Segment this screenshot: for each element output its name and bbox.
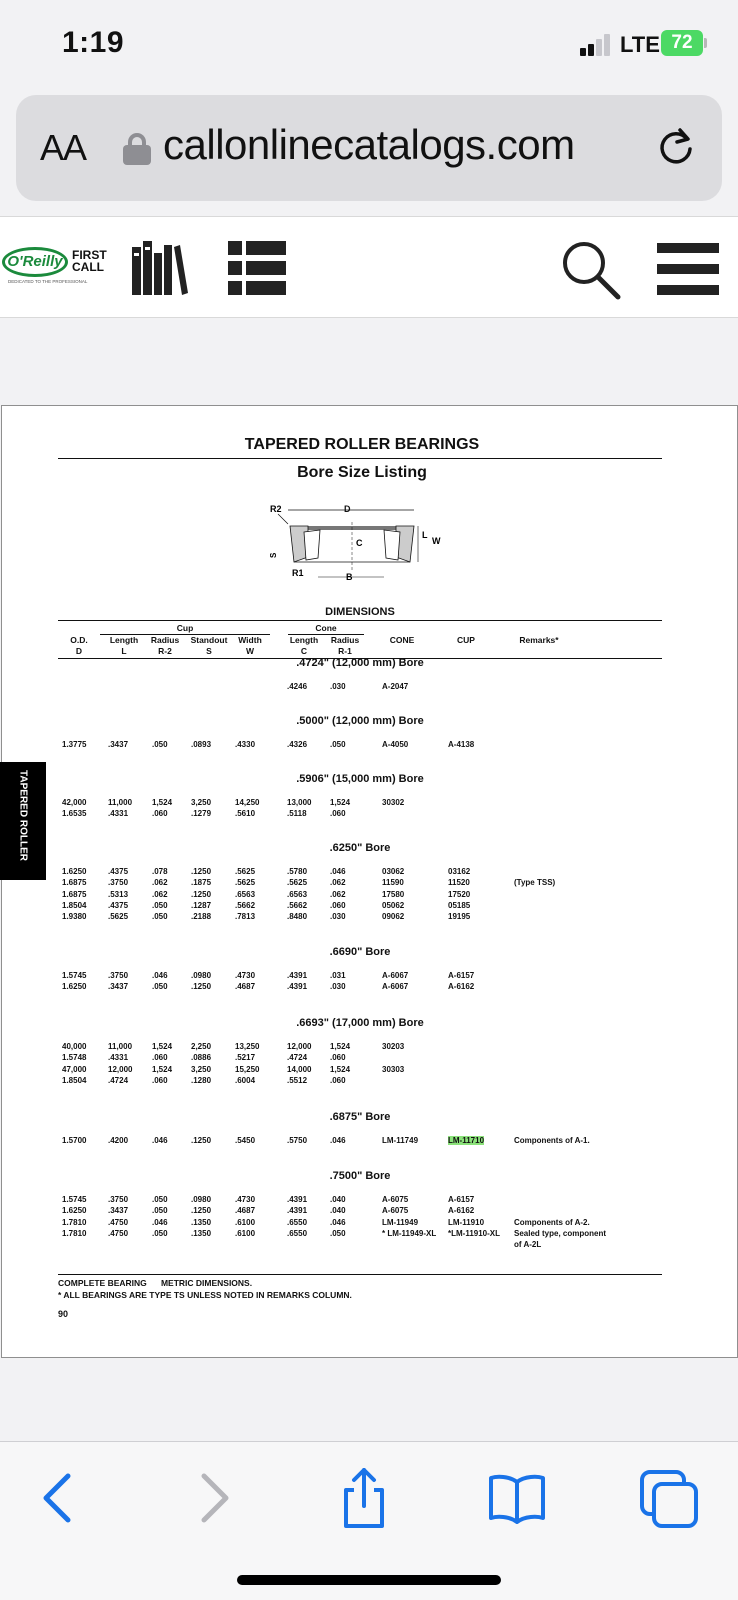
table-row <box>2 809 722 821</box>
catalog-page <box>1 405 738 1358</box>
battery-icon <box>661 30 703 56</box>
table-cell: .5662 <box>235 900 256 910</box>
page-title: TAPERED ROLLER BEARINGS <box>244 436 480 453</box>
table-cell: 1.6250 <box>62 982 87 992</box>
table-cell: 1.6535 <box>62 809 87 819</box>
table-cell: .0886 <box>191 1053 212 1063</box>
table-cell: .4730 <box>235 1195 256 1204</box>
bore-heading: .4724" (12,000 mm) Bore <box>296 657 424 669</box>
side-tab-label: TAPERED ROLLER <box>17 770 29 861</box>
diagram-label-r1: R1 <box>292 568 304 578</box>
table-cell: A-2047 <box>382 682 409 691</box>
table-cell: .5625 <box>235 867 256 876</box>
table-cell: 1.8504 <box>62 1075 87 1085</box>
table-row <box>2 740 722 752</box>
bore-heading: .6250" Bore <box>329 842 391 854</box>
table-cell: 12,000 <box>287 1042 312 1051</box>
column-header-bottom: W <box>245 646 255 656</box>
table-cell: 1.6250 <box>62 867 87 876</box>
table-cell: 1.8504 <box>62 900 87 910</box>
table-cell: .1250 <box>191 867 212 876</box>
table-cell: .4391 <box>287 1206 308 1216</box>
table-cell: .5313 <box>108 889 129 899</box>
table-cell: .5625 <box>108 912 129 922</box>
table-cell: A-6157 <box>448 1195 475 1204</box>
url-text[interactable]: callonlinecatalogs.com <box>163 121 575 168</box>
table-cell: .060 <box>152 1075 168 1085</box>
table-cell: 1.6250 <box>62 1206 87 1216</box>
column-header-top: Length <box>109 635 139 645</box>
table-cell: of A-2L <box>514 1240 542 1250</box>
table-cell: .3437 <box>108 982 129 992</box>
battery-tip <box>704 38 707 48</box>
table-cell: .4750 <box>108 1217 129 1227</box>
title-rule <box>58 458 662 459</box>
dimensions-heading: DIMENSIONS <box>325 606 395 618</box>
column-header <box>512 635 566 646</box>
table-cell: .4331 <box>108 809 129 819</box>
table-cell: 2,250 <box>191 1042 212 1051</box>
column-header-bottom: C <box>300 646 308 656</box>
table-row <box>2 971 722 983</box>
table-cell: .0893 <box>191 740 212 749</box>
column-header-bottom: L <box>121 646 127 656</box>
table-cell: .5662 <box>287 900 308 910</box>
column-header <box>284 635 324 657</box>
table-cell: .4724 <box>108 1075 129 1085</box>
table-cell: A-6157 <box>448 971 475 980</box>
bore-heading: .5000" (12,000 mm) Bore <box>296 715 424 727</box>
table-cell: 15,250 <box>235 1064 260 1074</box>
table-cell: 30203 <box>382 1042 405 1051</box>
table-cell: A-4050 <box>382 740 409 749</box>
catalog-books-icon[interactable] <box>130 239 188 297</box>
table-row <box>2 1229 722 1241</box>
diagram-label-r2: R2 <box>270 504 282 514</box>
table-cell: .050 <box>330 1228 346 1238</box>
table-cell: .2188 <box>191 912 212 922</box>
forward-icon[interactable] <box>182 1468 242 1528</box>
table-cell: .1350 <box>191 1228 212 1238</box>
table-cell: .6563 <box>235 889 256 899</box>
table-cell: 03162 <box>448 867 471 876</box>
table-cell: .046 <box>152 971 168 980</box>
tabs-icon[interactable] <box>640 1468 700 1528</box>
table-cell: A-6162 <box>448 1206 475 1216</box>
table-cell: Components of A-1. <box>514 1136 590 1145</box>
table-cell: LM-11910 <box>448 1217 485 1227</box>
table-cell: .4375 <box>108 900 129 910</box>
table-row <box>2 1195 722 1207</box>
table-cell: 14,000 <box>287 1064 312 1074</box>
table-cell: 30302 <box>382 798 405 807</box>
diagram-label-d: D <box>344 504 351 514</box>
table-cell: .1250 <box>191 889 212 899</box>
table-cell: .030 <box>330 682 346 691</box>
table-cell: Sealed type, component <box>514 1228 607 1238</box>
table-cell: .3750 <box>108 1195 129 1204</box>
table-cell: .4391 <box>287 1195 308 1204</box>
table-cell: A-6075 <box>382 1195 409 1204</box>
table-cell: .050 <box>152 1195 168 1204</box>
table-cell: .4391 <box>287 971 308 980</box>
table-cell: .4687 <box>235 1206 256 1216</box>
column-header-bottom: Remarks* <box>519 635 559 645</box>
table-cell: .030 <box>330 982 346 992</box>
table-cell: .4687 <box>235 982 256 992</box>
cup-group-header: Cup <box>100 623 270 635</box>
bore-heading: .6690" Bore <box>329 946 391 958</box>
table-row <box>2 982 722 994</box>
share-icon[interactable] <box>334 1468 394 1528</box>
table-cell: .060 <box>330 1053 346 1063</box>
table-cell: (Type TSS) <box>514 878 556 888</box>
table-cell: .1280 <box>191 1075 212 1085</box>
table-cell: A-6162 <box>448 982 475 992</box>
table-cell: 11590 <box>382 878 404 888</box>
table-cell: .1350 <box>191 1217 212 1227</box>
table-cell: .5780 <box>287 867 308 876</box>
table-cell: 1,524 <box>330 1064 351 1074</box>
table-cell: .050 <box>152 1228 168 1238</box>
table-cell: 1.6875 <box>62 889 87 899</box>
table-cell: .046 <box>152 1217 168 1227</box>
table-cell: 1.5745 <box>62 971 87 980</box>
table-cell: 14,250 <box>235 798 260 807</box>
table-cell: .4331 <box>108 1053 129 1063</box>
table-cell: 30303 <box>382 1064 405 1074</box>
bookmarks-icon[interactable] <box>487 1468 547 1528</box>
bore-heading: .5906" (15,000 mm) Bore <box>296 773 424 785</box>
table-cell: .4326 <box>287 740 308 749</box>
table-cell: 1.6875 <box>62 878 87 888</box>
table-cell: .1875 <box>191 878 212 888</box>
table-cell: .4391 <box>287 982 308 992</box>
table-cell: .040 <box>330 1195 346 1204</box>
table-cell: .6563 <box>287 889 308 899</box>
table-row <box>2 1240 722 1252</box>
footnote-type-ts: * ALL BEARINGS ARE TYPE TS UNLESS NOTED IN REMARKS COLUMN. <box>58 1290 352 1300</box>
table-cell: 1.9380 <box>62 912 87 922</box>
table-cell: 40,000 <box>62 1042 87 1051</box>
bore-heading: .6693" (17,000 mm) Bore <box>296 1017 424 1029</box>
table-cell: .062 <box>152 889 168 899</box>
table-cell: .050 <box>152 982 168 992</box>
table-row <box>2 798 722 810</box>
table-cell: .5610 <box>235 809 256 819</box>
table-row <box>2 1042 722 1054</box>
table-cell: 09062 <box>382 912 405 922</box>
table-row <box>2 1053 722 1065</box>
battery-level: 72 <box>671 32 693 53</box>
table-cell: 17580 <box>382 889 405 899</box>
column-header-bottom: CONE <box>389 635 415 645</box>
table-cell: 12,000 <box>108 1064 133 1074</box>
column-header-top: Radius <box>150 635 180 645</box>
table-row <box>2 1065 722 1077</box>
table-cell: 47,000 <box>62 1064 87 1074</box>
lock-icon <box>123 133 151 163</box>
table-cell: .1287 <box>191 900 212 910</box>
oreilly-first-call-logo[interactable] <box>2 247 108 287</box>
home-indicator <box>237 1575 501 1585</box>
table-cell: .4730 <box>235 971 256 980</box>
table-cell: .1279 <box>191 809 212 819</box>
table-cell: .060 <box>330 1075 346 1085</box>
table-cell: 05062 <box>382 900 405 910</box>
table-cell: .060 <box>152 1053 168 1063</box>
diagram-label-b: B <box>346 572 353 582</box>
table-cell: 05185 <box>448 900 471 910</box>
table-cell: .040 <box>330 1206 346 1216</box>
table-cell: .5450 <box>235 1136 256 1145</box>
table-cell: 1,524 <box>152 1042 173 1051</box>
table-cell: .4200 <box>108 1136 129 1145</box>
column-header-bottom: R-2 <box>158 646 172 656</box>
table-cell: .6100 <box>235 1228 256 1238</box>
cone-group-header: Cone <box>288 623 364 635</box>
column-header-top: Radius <box>330 635 360 645</box>
table-cell: 1.5700 <box>62 1136 87 1145</box>
menu-icon[interactable] <box>657 243 719 295</box>
table-cell: .5217 <box>235 1053 256 1063</box>
table-row <box>2 682 722 694</box>
table-cell: .6550 <box>287 1217 308 1227</box>
column-header <box>446 635 486 646</box>
table-cell: .3437 <box>108 740 129 749</box>
table-cell: .046 <box>152 1136 168 1145</box>
table-cell: .1250 <box>191 1206 212 1216</box>
page-number: 90 <box>58 1309 69 1319</box>
column-header <box>60 635 98 657</box>
table-row <box>2 1218 722 1230</box>
table-cell: 3,250 <box>191 798 212 807</box>
footnote-complete-bearing: COMPLETE BEARING METRIC DIMENSIONS. <box>58 1278 253 1288</box>
table-cell: 11520 <box>448 878 470 888</box>
table-cell: .050 <box>152 912 168 922</box>
table-row <box>2 1136 722 1148</box>
page-subtitle: Bore Size Listing <box>297 464 427 481</box>
table-row <box>2 1206 722 1218</box>
table-cell: 1,524 <box>330 798 351 807</box>
table-cell: 1,524 <box>330 1042 351 1051</box>
table-cell: 13,000 <box>287 798 312 807</box>
table-cell: A-6067 <box>382 971 409 980</box>
diagram-label-c: C <box>356 538 363 548</box>
table-cell: 1.7810 <box>62 1217 87 1227</box>
table-row <box>2 867 722 879</box>
table-cell: .078 <box>152 867 168 876</box>
dimensions-rule <box>58 620 662 621</box>
list-view-icon[interactable] <box>228 241 286 295</box>
column-header <box>380 635 424 646</box>
bore-heading: .6875" Bore <box>329 1111 391 1123</box>
logo-call: CALL <box>72 260 104 274</box>
reload-icon[interactable] <box>654 125 698 169</box>
table-cell: 1,524 <box>152 798 173 807</box>
table-cell: .050 <box>152 900 168 910</box>
table-cell: .1250 <box>191 982 212 992</box>
column-header <box>186 635 232 657</box>
table-cell: 03062 <box>382 867 405 876</box>
table-cell: LM-11749 <box>382 1136 419 1145</box>
table-cell: .3750 <box>108 971 129 980</box>
column-header-bottom: R-1 <box>338 646 352 656</box>
column-header-top: Length <box>289 635 319 645</box>
table-cell: * LM-11949-XL <box>382 1228 437 1238</box>
table-cell: 11,000 <box>108 798 133 807</box>
table-cell: .030 <box>330 912 346 922</box>
status-bar <box>0 0 738 90</box>
table-cell: 17520 <box>448 889 471 899</box>
logo-tagline: DEDICATED TO THE PROFESSIONAL <box>8 279 88 284</box>
table-cell: LM-11949 <box>382 1217 419 1227</box>
column-header-top: Standout <box>190 635 228 645</box>
table-cell: .060 <box>330 809 346 819</box>
table-cell: .0980 <box>191 1195 212 1204</box>
table-cell: .5625 <box>235 878 256 888</box>
table-cell: .3437 <box>108 1206 129 1216</box>
table-cell: .8480 <box>287 912 308 922</box>
table-cell: A-6075 <box>382 1206 409 1216</box>
table-cell: 11,000 <box>108 1042 133 1051</box>
column-header-top: O.D. <box>70 635 88 645</box>
table-cell: *LM-11910-XL <box>448 1228 501 1238</box>
back-icon[interactable] <box>30 1468 90 1528</box>
logo-first-call <box>72 249 107 273</box>
table-cell: .7813 <box>235 912 256 922</box>
table-cell: .4750 <box>108 1228 129 1238</box>
table-cell: .031 <box>330 971 346 980</box>
column-header <box>232 635 268 657</box>
table-cell: 13,250 <box>235 1042 260 1051</box>
signal-icon <box>580 34 614 56</box>
text-size-button[interactable]: AA <box>40 127 87 168</box>
table-cell: .060 <box>152 809 168 819</box>
table-cell: .4724 <box>287 1053 308 1063</box>
search-icon[interactable] <box>560 239 622 301</box>
table-cell: .060 <box>330 900 346 910</box>
diagram-label-l: L <box>422 530 428 540</box>
table-cell: 1.5745 <box>62 1195 87 1204</box>
table-cell: 3,250 <box>191 1064 212 1074</box>
table-cell: 42,000 <box>62 798 87 807</box>
bearing-diagram <box>264 502 464 597</box>
network-label: LTE <box>620 32 660 57</box>
table-cell: .4246 <box>287 682 308 691</box>
table-cell: .062 <box>330 878 346 888</box>
table-cell: .062 <box>330 889 346 899</box>
table-cell: .1250 <box>191 1136 212 1145</box>
column-header-bottom: S <box>206 646 212 656</box>
table-cell: .4330 <box>235 740 256 749</box>
diagram-label-s: S <box>269 552 278 558</box>
site-header <box>0 216 738 318</box>
table-cell: .5750 <box>287 1136 308 1145</box>
table-row <box>2 878 722 890</box>
bore-heading: .7500" Bore <box>329 1170 391 1182</box>
table-cell: .046 <box>330 1136 346 1145</box>
table-cell: .050 <box>330 740 346 749</box>
table-cell: .046 <box>330 867 346 876</box>
logo-brand: O'Reilly <box>2 247 68 277</box>
table-cell: 1.5748 <box>62 1053 87 1063</box>
table-cell: 19195 <box>448 912 471 922</box>
table-cell: .5118 <box>287 809 307 819</box>
table-cell: .5512 <box>287 1075 308 1085</box>
table-cell: .062 <box>152 878 168 888</box>
table-cell: .6100 <box>235 1217 256 1227</box>
table-cell: .050 <box>152 1206 168 1216</box>
column-header <box>328 635 362 657</box>
clock: 1:19 <box>62 26 125 59</box>
column-header <box>104 635 144 657</box>
table-cell: 1.3775 <box>62 740 87 749</box>
table-cell: .3750 <box>108 878 129 888</box>
diagram-label-w: W <box>432 536 441 546</box>
table-row <box>2 1076 722 1088</box>
section-side-tab <box>0 762 46 880</box>
footer-rule <box>58 1274 662 1275</box>
table-cell: .6004 <box>235 1075 256 1085</box>
table-cell: A-4138 <box>448 740 475 749</box>
column-header <box>148 635 182 657</box>
table-cell: A-6067 <box>382 982 409 992</box>
table-cell: .050 <box>152 740 168 749</box>
table-row <box>2 901 722 913</box>
table-cell: .046 <box>330 1217 346 1227</box>
table-cell: .0980 <box>191 971 212 980</box>
table-cell: .5625 <box>287 878 308 888</box>
table-cell: LM-11710 <box>448 1136 485 1145</box>
table-cell: .4375 <box>108 867 129 876</box>
column-header-bottom: D <box>75 646 83 656</box>
table-cell: 1,524 <box>152 1064 173 1074</box>
table-cell: .6550 <box>287 1228 308 1238</box>
column-header-bottom: CUP <box>457 635 475 645</box>
table-row <box>2 912 722 924</box>
address-bar[interactable] <box>16 95 722 201</box>
logo-first: FIRST <box>72 248 107 262</box>
table-row <box>2 890 722 902</box>
column-header-top: Width <box>238 635 262 645</box>
table-cell: Components of A-2. <box>514 1217 590 1227</box>
table-cell: 1.7810 <box>62 1228 87 1238</box>
